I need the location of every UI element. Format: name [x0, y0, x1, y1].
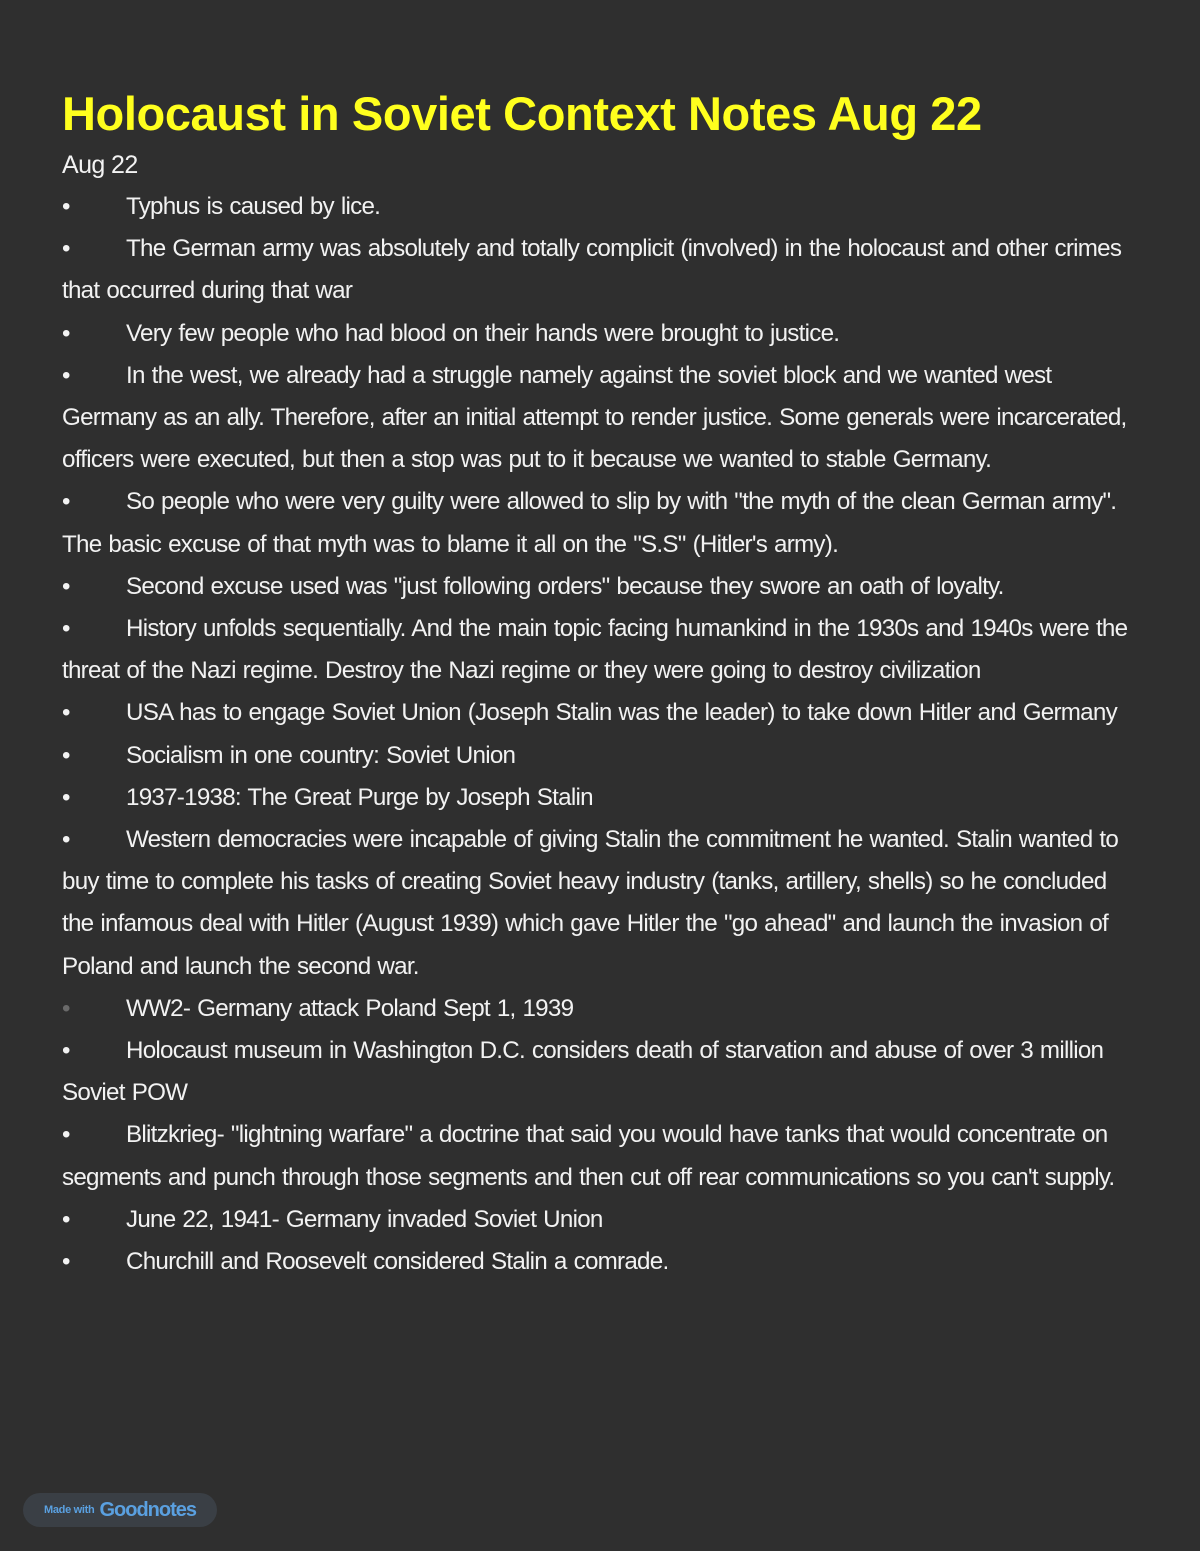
bullet-icon: •	[62, 361, 70, 389]
note-text: The German army was absolutely and totally complicit (involved) in the holocaust and other crimes that occurred during that war	[62, 235, 1122, 305]
notes-page	[62, 84, 1142, 1283]
bullet-icon: •	[62, 235, 70, 263]
bullet-icon: •	[62, 615, 70, 643]
list-item	[62, 481, 1142, 565]
made-with-goodnotes-badge[interactable]	[23, 1493, 217, 1527]
bullet-icon: •	[62, 826, 70, 854]
note-text: Socialism in one country: Soviet Union	[126, 741, 516, 769]
list-item	[62, 1030, 1142, 1114]
note-text: Typhus is caused by lice.	[126, 193, 381, 220]
bullet-icon: •	[62, 994, 70, 1022]
list-item	[62, 566, 1142, 608]
list-item	[62, 355, 1142, 482]
list-item	[62, 819, 1142, 988]
note-text: June 22, 1941- Germany invaded Soviet Union	[126, 1205, 603, 1233]
note-date: Aug 22	[62, 151, 138, 179]
note-text: Holocaust museum in Washington D.C. considers death of starvation and abuse of over 3 million Soviet POW	[62, 1037, 1104, 1107]
note-text: Very few people who had blood on their hands were brought to justice.	[126, 319, 840, 347]
list-item	[62, 777, 1142, 819]
bullet-icon: •	[62, 699, 70, 727]
page-title: Holocaust in Soviet Context Notes Aug 22	[62, 87, 982, 140]
bullet-icon: •	[62, 741, 70, 769]
bullet-icon: •	[62, 488, 70, 516]
bullet-icon: •	[62, 1248, 70, 1276]
bullet-icon: •	[62, 1121, 70, 1149]
list-item	[62, 186, 1142, 228]
note-text: History unfolds sequentially. And the main topic facing humankind in the 1930s and 1940s were the threat of the Nazi regime. Destroy the Nazi regime or they were going to destroy civilization	[62, 615, 1128, 685]
list-item	[62, 692, 1142, 734]
note-text: So people who were very guilty were allowed to slip by with "the myth of the clean German army". The basic excuse of that myth was to blame it all on the "S.S" (Hitler's army).	[62, 488, 1117, 558]
note-text: Second excuse used was "just following orders" because they swore an oath of loyalty.	[126, 572, 1004, 600]
note-text: Western democracies were incapable of giving Stalin the commitment he wanted. Stalin wanted to buy time to complete his tasks of creating Soviet heavy industry (tanks, artillery, shells) so he concluded the infamous deal with Hitler (August 1939) which gave Hitler the "go ahead" and launch the invasion of Poland and launch the second war.	[62, 826, 1119, 980]
list-item	[62, 1199, 1142, 1241]
list-item	[62, 228, 1142, 312]
note-text: Churchill and Roosevelt considered Stalin a comrade.	[126, 1248, 669, 1276]
note-text: In the west, we already had a struggle namely against the soviet block and we wanted west Germany as an ally. Therefore, after an initial attempt to render justice. Some generals were incarcerated, officers were executed, but then a stop was put to it because we wanted to stable Germany.	[62, 361, 1127, 474]
notes-list	[62, 186, 1142, 1283]
list-item	[62, 735, 1142, 777]
goodnotes-logo: Goodnotes	[99, 1498, 196, 1521]
note-text: WW2- Germany attack Poland Sept 1, 1939	[126, 994, 574, 1022]
bullet-icon: •	[62, 1037, 70, 1065]
list-item	[62, 313, 1142, 355]
bullet-icon: •	[62, 1205, 70, 1233]
note-text: Blitzkrieg- "lightning warfare" a doctrine that said you would have tanks that would concentrate on segments and punch through those segments and then cut off rear communications so you can't supply.	[62, 1121, 1115, 1191]
list-item	[62, 608, 1142, 692]
list-item	[62, 988, 1142, 1030]
bullet-icon: •	[62, 193, 70, 220]
note-text: 1937-1938: The Great Purge by Joseph Stalin	[126, 783, 593, 811]
bullet-icon: •	[62, 783, 70, 811]
list-item	[62, 1114, 1142, 1198]
badge-made-with-label: Made with	[43, 1504, 95, 1516]
bullet-icon: •	[62, 319, 70, 347]
bullet-icon: •	[62, 572, 70, 600]
note-text: USA has to engage Soviet Union (Joseph Stalin was the leader) to take down Hitler and Germany	[126, 699, 1117, 727]
list-item	[62, 1241, 1142, 1283]
